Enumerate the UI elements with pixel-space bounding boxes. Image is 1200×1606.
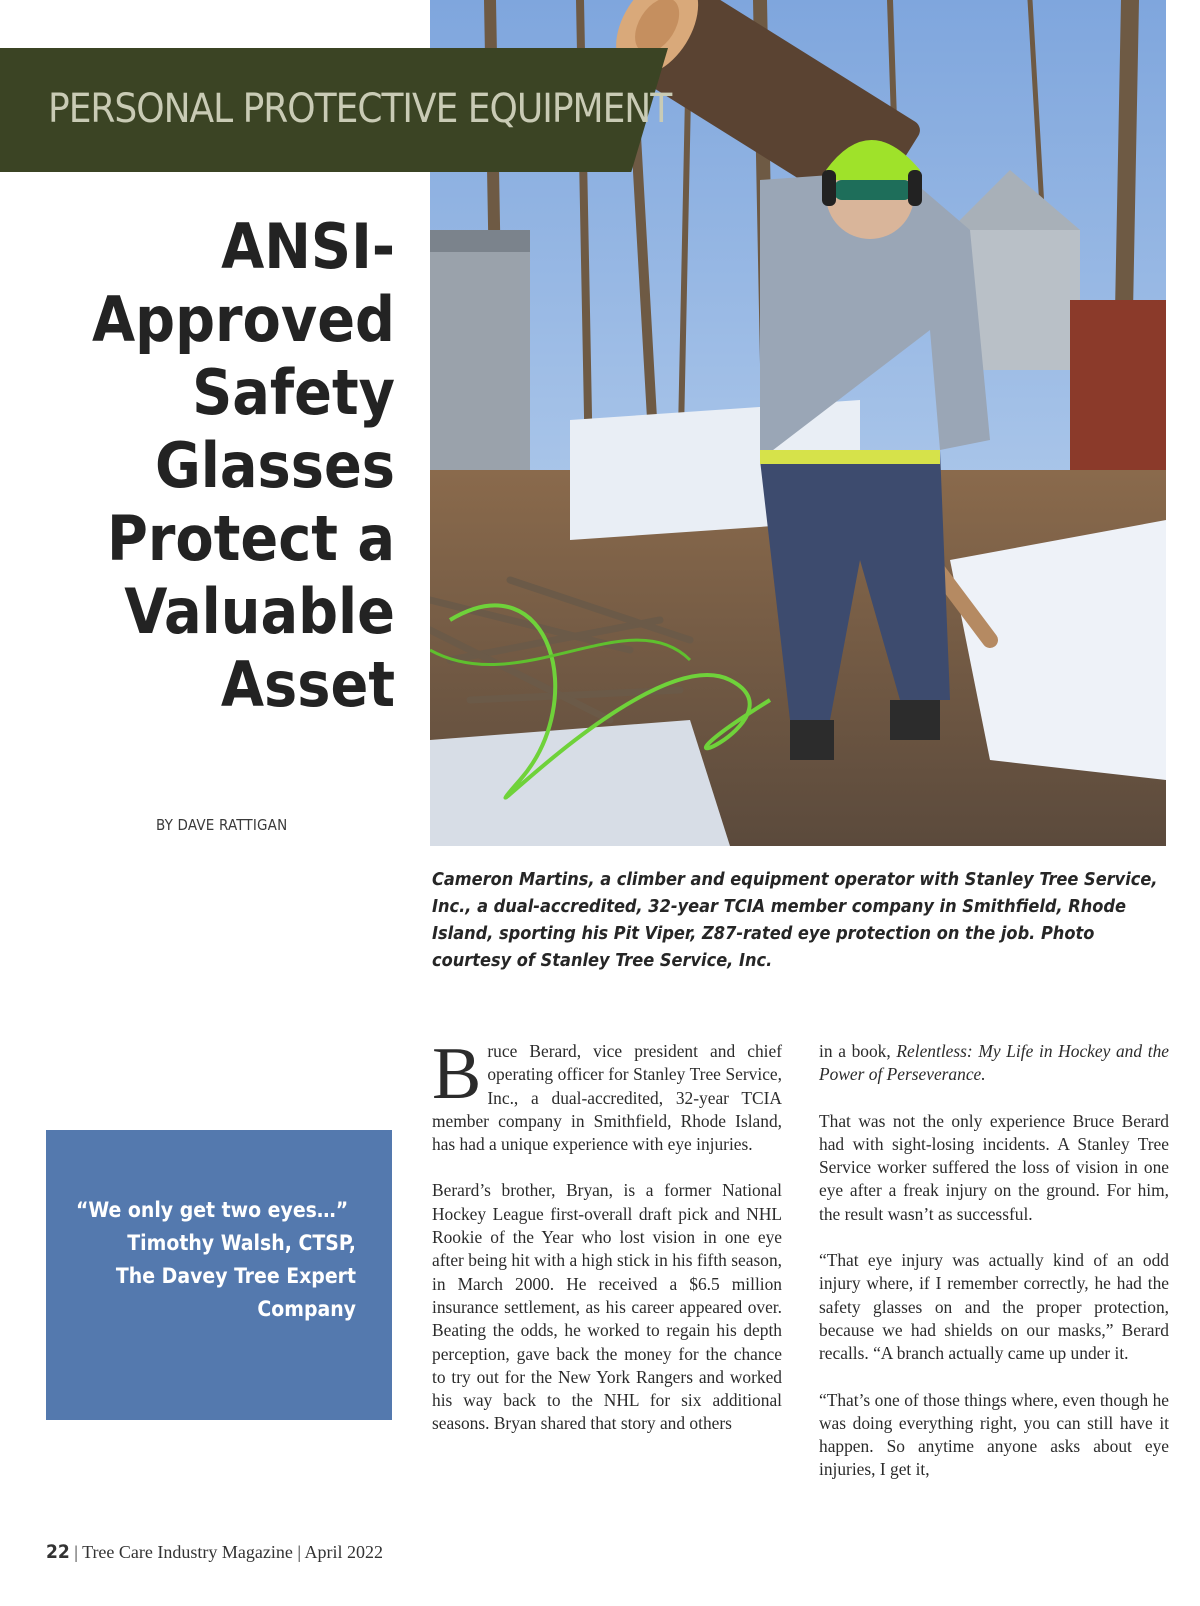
pull-quote-attribution-name: Timothy Walsh, CTSP, [127, 1231, 356, 1255]
photo-caption: Cameron Martins, a climber and equipment operator with Stanley Tree Service, Inc., a dual-accredited, 32-year TCIA member company in Smithfield, Rhode Island, sporting his Pit Viper, Z87-rated eye protection on the job. Photo courtesy of Stanley Tree Service, Inc. [432, 869, 1158, 971]
pull-quote-text [66, 1194, 356, 1326]
byline: BY DAVE RATTIGAN [156, 816, 288, 834]
body-paragraph [432, 1033, 782, 1156]
pull-quote: “We only get two eyes…” [76, 1198, 349, 1222]
headline-line: Glasses [155, 429, 395, 502]
paragraph-text: ruce Berard, vice president and chief operating officer for Stanley Tree Service, Inc., a dual-accredited, 32-year TCIA member company in Smithfield, Rhode Island, has had a unique experience with eye injuries. [432, 1041, 782, 1155]
pull-quote-box [46, 1130, 392, 1420]
body-paragraph: “That’s one of those things where, even though he was doing everything right, you can still have it happen. So anytime anyone asks about eye injuries, I get it, [819, 1389, 1169, 1480]
body-paragraph: “That eye injury was actually kind of an odd injury where, if I remember correctly, he had the safety glasses on and the proper protection, because we had shields on our masks,” Berard recalls. “A branch actually came up under it. [819, 1250, 1169, 1364]
body-column-2 [819, 1040, 1169, 1505]
body-column-1 [432, 1033, 782, 1459]
headline-line: Approved [91, 283, 395, 356]
section-banner-label: PERSONAL PROTECTIVE EQUIPMENT [48, 86, 672, 132]
pull-quote-attribution-org: The Davey Tree Expert Company [115, 1264, 356, 1321]
drop-cap: B [432, 1033, 482, 1115]
body-paragraph [819, 1040, 1169, 1087]
page-number: 22 [46, 1541, 70, 1563]
book-title: Relentless: My Life in Hockey and the Power of Perseverance. [819, 1041, 1169, 1085]
headline-line: Asset [220, 648, 395, 721]
headline-line: Valuable [124, 575, 395, 648]
publication-info: | Tree Care Industry Magazine | April 2022 [69, 1542, 383, 1562]
headline-line: ANSI- [221, 210, 395, 283]
body-paragraph: That was not the only experience Bruce Berard had with sight-losing incidents. A Stanley Tree Service worker suffered the loss of vision in one eye after a freak injury on the ground. For him, the result wasn’t as successful. [819, 1110, 1169, 1224]
headline-line: Protect a [107, 502, 395, 575]
headline-line: Safety [192, 356, 395, 429]
body-paragraph: Berard’s brother, Bryan, is a former National Hockey League first-overall draft pick and NHL Rookie of the Year who lost vision in one eye after being hit with a high stick in his fifth season, in March 2000. He received a $6.5 million insurance settlement, as his career appeared over. Beating the odds, he worked to regain his depth perception, gave back the money for the chance to try out for the New York Rangers and worked his way back to the NHL for six additional seasons. Bryan shared that story and others [432, 1180, 782, 1434]
paragraph-text: in a book, [819, 1041, 897, 1061]
page-footer [46, 1541, 383, 1563]
article-headline [35, 210, 395, 721]
